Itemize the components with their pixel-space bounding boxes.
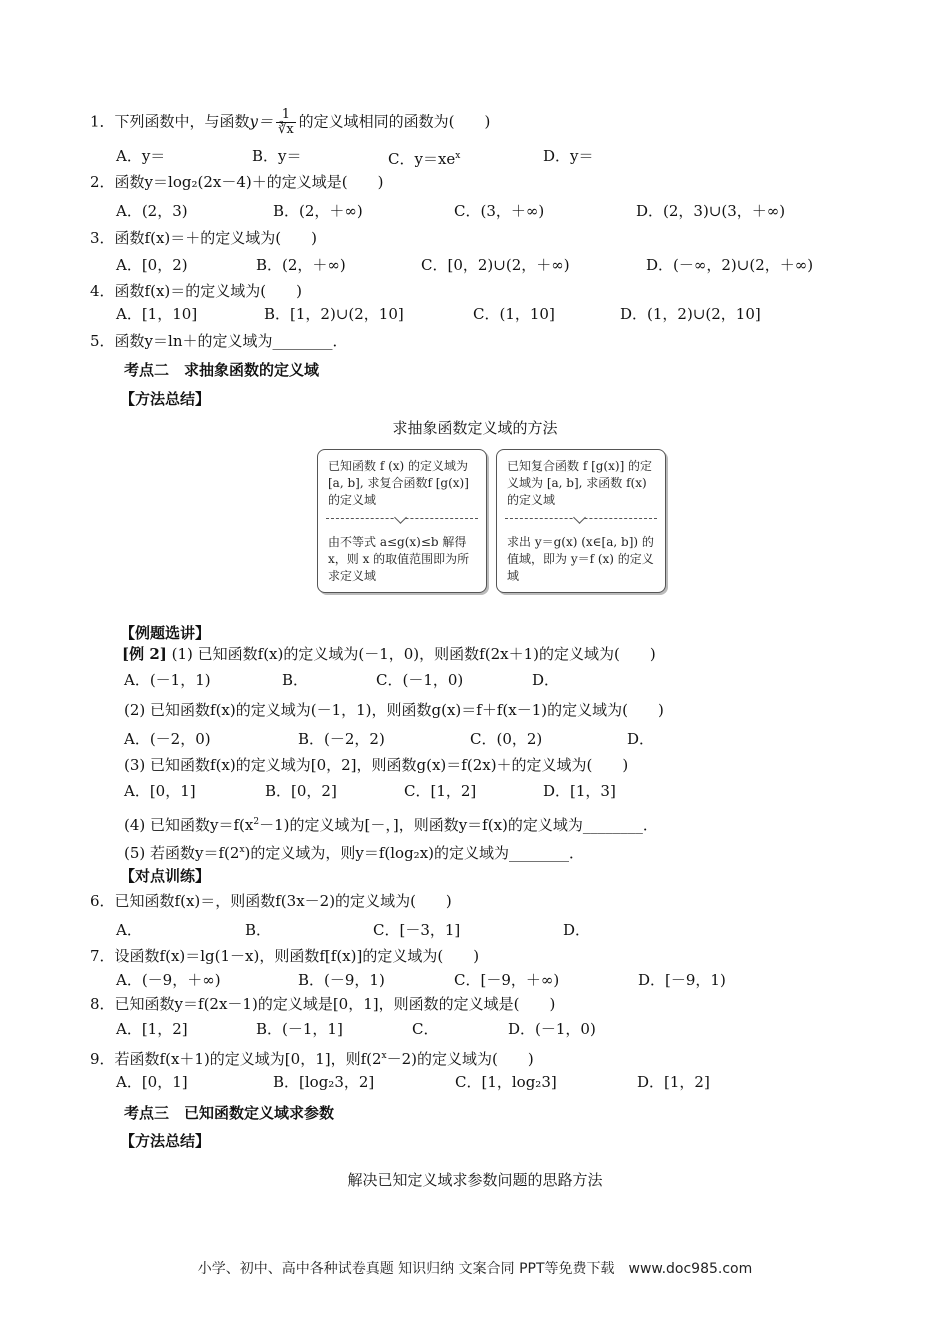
section2-diagram-title: 求抽象函数定义域的方法 — [392, 419, 558, 437]
section3-method-header: 【方法总结】 — [120, 1132, 211, 1150]
ex-p4-text-b: －1)的定义域为[－，]，则函数y＝f(x)的定义域为________． — [259, 816, 658, 834]
q2-option-b[interactable]: B．(2，＋∞) — [273, 202, 363, 220]
q2-option-c[interactable]: C．(3，＋∞) — [454, 202, 545, 220]
q9-option-b[interactable]: B．[log₂3，2] — [273, 1073, 375, 1091]
q8-option-c[interactable]: C． — [412, 1020, 439, 1038]
diagram-right-box — [496, 449, 666, 593]
diagram-left-top-text: 已知函数 f (x) 的定义域为[a, b], 求复合函数f [g(x)]的定义域 — [328, 459, 469, 507]
q1-option-c[interactable] — [388, 146, 460, 169]
q9-option-d[interactable]: D．[1，2] — [637, 1073, 710, 1091]
q1-option-d[interactable]: D．y＝ — [543, 147, 594, 165]
ex-p3-option-d[interactable]: D．[1，3] — [543, 782, 616, 800]
ex-p1-option-d[interactable]: D． — [532, 671, 560, 689]
section3-diagram-title: 解决已知定义域求参数问题的思路方法 — [347, 1171, 603, 1189]
q8-option-b[interactable]: B．(－1，1] — [256, 1020, 343, 1038]
q1-stem-a: 1．下列函数中，与函数 — [90, 112, 250, 131]
q2-stem: 2．函数y＝log₂(2x－4)＋的定义域是( ) — [90, 173, 384, 191]
q6-option-d[interactable]: D． — [563, 921, 591, 939]
q1-option-c-sup: x — [455, 151, 461, 161]
q4-option-c[interactable]: C．(1，10] — [473, 305, 555, 323]
ex-p1-option-a[interactable]: A．(－1，1) — [124, 671, 211, 689]
q3-option-a[interactable]: A．[0，2) — [116, 256, 188, 274]
q2-option-d[interactable]: D．(2，3)∪(3，＋∞) — [636, 202, 786, 220]
q4-stem: 4．函数f(x)＝的定义域为( ) — [90, 282, 302, 300]
q6-option-c[interactable]: C．[－3，1] — [373, 921, 461, 939]
q9-stem — [90, 1046, 534, 1069]
ex-p1-option-c[interactable]: C．(－1，0) — [376, 671, 464, 689]
ex-p3-option-b[interactable]: B．[0，2] — [265, 782, 337, 800]
q9-option-a[interactable]: A．[0，1] — [116, 1073, 188, 1091]
q1-stem-b: 的定义域相同的函数为( ) — [298, 112, 491, 131]
q5-stem: 5．函数y＝ln＋的定义域为________． — [90, 332, 348, 350]
chevron-down-icon — [394, 511, 407, 524]
diagram-right-bottom-text: 求出 y＝g(x) (x∈[a, b]) 的值域，即为 y＝f (x) 的定义域 — [507, 535, 654, 583]
q6-stem: 6．已知函数f(x)＝，则函数f(3x－2)的定义域为( ) — [90, 892, 452, 910]
q9-option-c[interactable]: C．[1，log₂3] — [455, 1073, 557, 1091]
example2-p1-stem — [122, 644, 656, 664]
q4-option-d[interactable]: D．(1，2)∪(2，10] — [620, 305, 761, 323]
q8-stem: 8．已知函数y＝f(2x－1)的定义域是[0，1]，则函数的定义域是( ) — [90, 995, 556, 1013]
q6-option-a[interactable]: A． — [116, 921, 142, 939]
q3-option-b[interactable]: B．(2，＋∞) — [256, 256, 346, 274]
q2-option-a[interactable]: A．(2，3) — [116, 202, 188, 220]
diagram-left-bottom-text: 由不等式 a≤g(x)≤b 解得 x，则 x 的取值范围即为所求定义域 — [328, 535, 470, 583]
q7-option-b[interactable]: B．(－9，1) — [298, 971, 385, 989]
example2-p2-stem: (2) 已知函数f(x)的定义域为(－1，1)，则函数g(x)＝f＋f(x－1)的定义域为( ) — [124, 701, 664, 719]
ex-p1-option-b[interactable]: B． — [282, 671, 309, 689]
q9-text-a: 9．若函数f(x＋1)的定义域为[0，1]，则f(2 — [90, 1050, 382, 1068]
q1-option-b[interactable]: B．y＝ — [252, 147, 302, 165]
q9-sup: x — [381, 1051, 387, 1061]
diagram-left-box — [317, 449, 487, 593]
ex-p2-option-c[interactable]: C．(0，2) — [470, 730, 543, 748]
section2-title: 考点二 求抽象函数的定义域 — [124, 361, 320, 379]
q1-option-c-text: C．y＝xe — [388, 150, 456, 168]
ex-p3-option-a[interactable]: A．[0，1] — [124, 782, 196, 800]
ex-p2-option-a[interactable]: A．(－2，0) — [124, 730, 211, 748]
q1-frac-num: 1 — [276, 108, 296, 123]
q9-text-b: －2)的定义域为( ) — [386, 1050, 534, 1068]
q7-option-d[interactable]: D．[－9，1) — [638, 971, 726, 989]
ex-p2-option-b[interactable]: B．(－2，2) — [298, 730, 385, 748]
example2-label: [例 2] — [122, 645, 167, 663]
ex-p5-text-b: )的定义域为，则y＝f(log₂x)的定义域为________． — [244, 844, 585, 862]
ex-p3-option-c[interactable]: C．[1，2] — [404, 782, 477, 800]
example2-p1-text: (1) 已知函数f(x)的定义域为(－1，0)，则函数f(2x＋1)的定义域为( ) — [171, 645, 656, 663]
example2-p5-stem — [124, 840, 584, 863]
example2-p4-stem — [124, 812, 658, 835]
q4-option-b[interactable]: B．[1，2)∪(2，10] — [264, 305, 404, 323]
example2-p3-stem: (3) 已知函数f(x)的定义域为[0，2]，则函数g(x)＝f(2x)＋的定义域为( ) — [124, 756, 629, 774]
ex-p4-sup: 2 — [253, 817, 260, 827]
q4-option-a[interactable]: A．[1，10] — [116, 305, 198, 323]
q7-option-a[interactable]: A．(－9，＋∞) — [116, 971, 221, 989]
ex-p2-option-d[interactable]: D． — [627, 730, 655, 748]
diagram-right-top-text: 已知复合函数 f [g(x)] 的定义域为 [a, b], 求函数 f(x) 的定义域 — [507, 459, 653, 507]
training-header: 【对点训练】 — [120, 867, 211, 885]
ex-p4-text-a: (4) 已知函数y＝f(x — [124, 816, 254, 834]
q8-option-a[interactable]: A．[1，2] — [116, 1020, 188, 1038]
q6-option-b[interactable]: B． — [245, 921, 272, 939]
page-footer: 小学、初中、高中各种试卷真题 知识归纳 文案合同 PPT等免费下载 www.doc985.com — [197, 1261, 753, 1277]
q1-stem — [90, 108, 490, 137]
examples-header: 【例题选讲】 — [120, 624, 211, 642]
q3-stem: 3．函数f(x)＝＋的定义域为( ) — [90, 229, 317, 247]
ex-p5-sup: x — [239, 845, 245, 855]
q1-option-a[interactable]: A．y＝ — [116, 147, 166, 165]
q8-option-d[interactable]: D．(－1，0) — [508, 1020, 596, 1038]
q1-y-eq: y＝ — [249, 112, 274, 131]
section3-title: 考点三 已知函数定义域求参数 — [124, 1104, 335, 1122]
q1-frac-den: ∛x — [278, 122, 294, 137]
ex-p5-text-a: (5) 若函数y＝f(2 — [124, 844, 240, 862]
chevron-down-icon — [573, 511, 586, 524]
q1-fraction — [276, 108, 296, 137]
q7-stem: 7．设函数f(x)＝lg(1－x)，则函数f[f(x)]的定义域为( ) — [90, 947, 480, 965]
q7-option-c[interactable]: C．[－9，＋∞) — [454, 971, 560, 989]
section2-method-header: 【方法总结】 — [120, 390, 211, 408]
q3-option-c[interactable]: C．[0，2)∪(2，＋∞) — [421, 256, 570, 274]
q3-option-d[interactable]: D．(－∞，2)∪(2，＋∞) — [646, 256, 814, 274]
